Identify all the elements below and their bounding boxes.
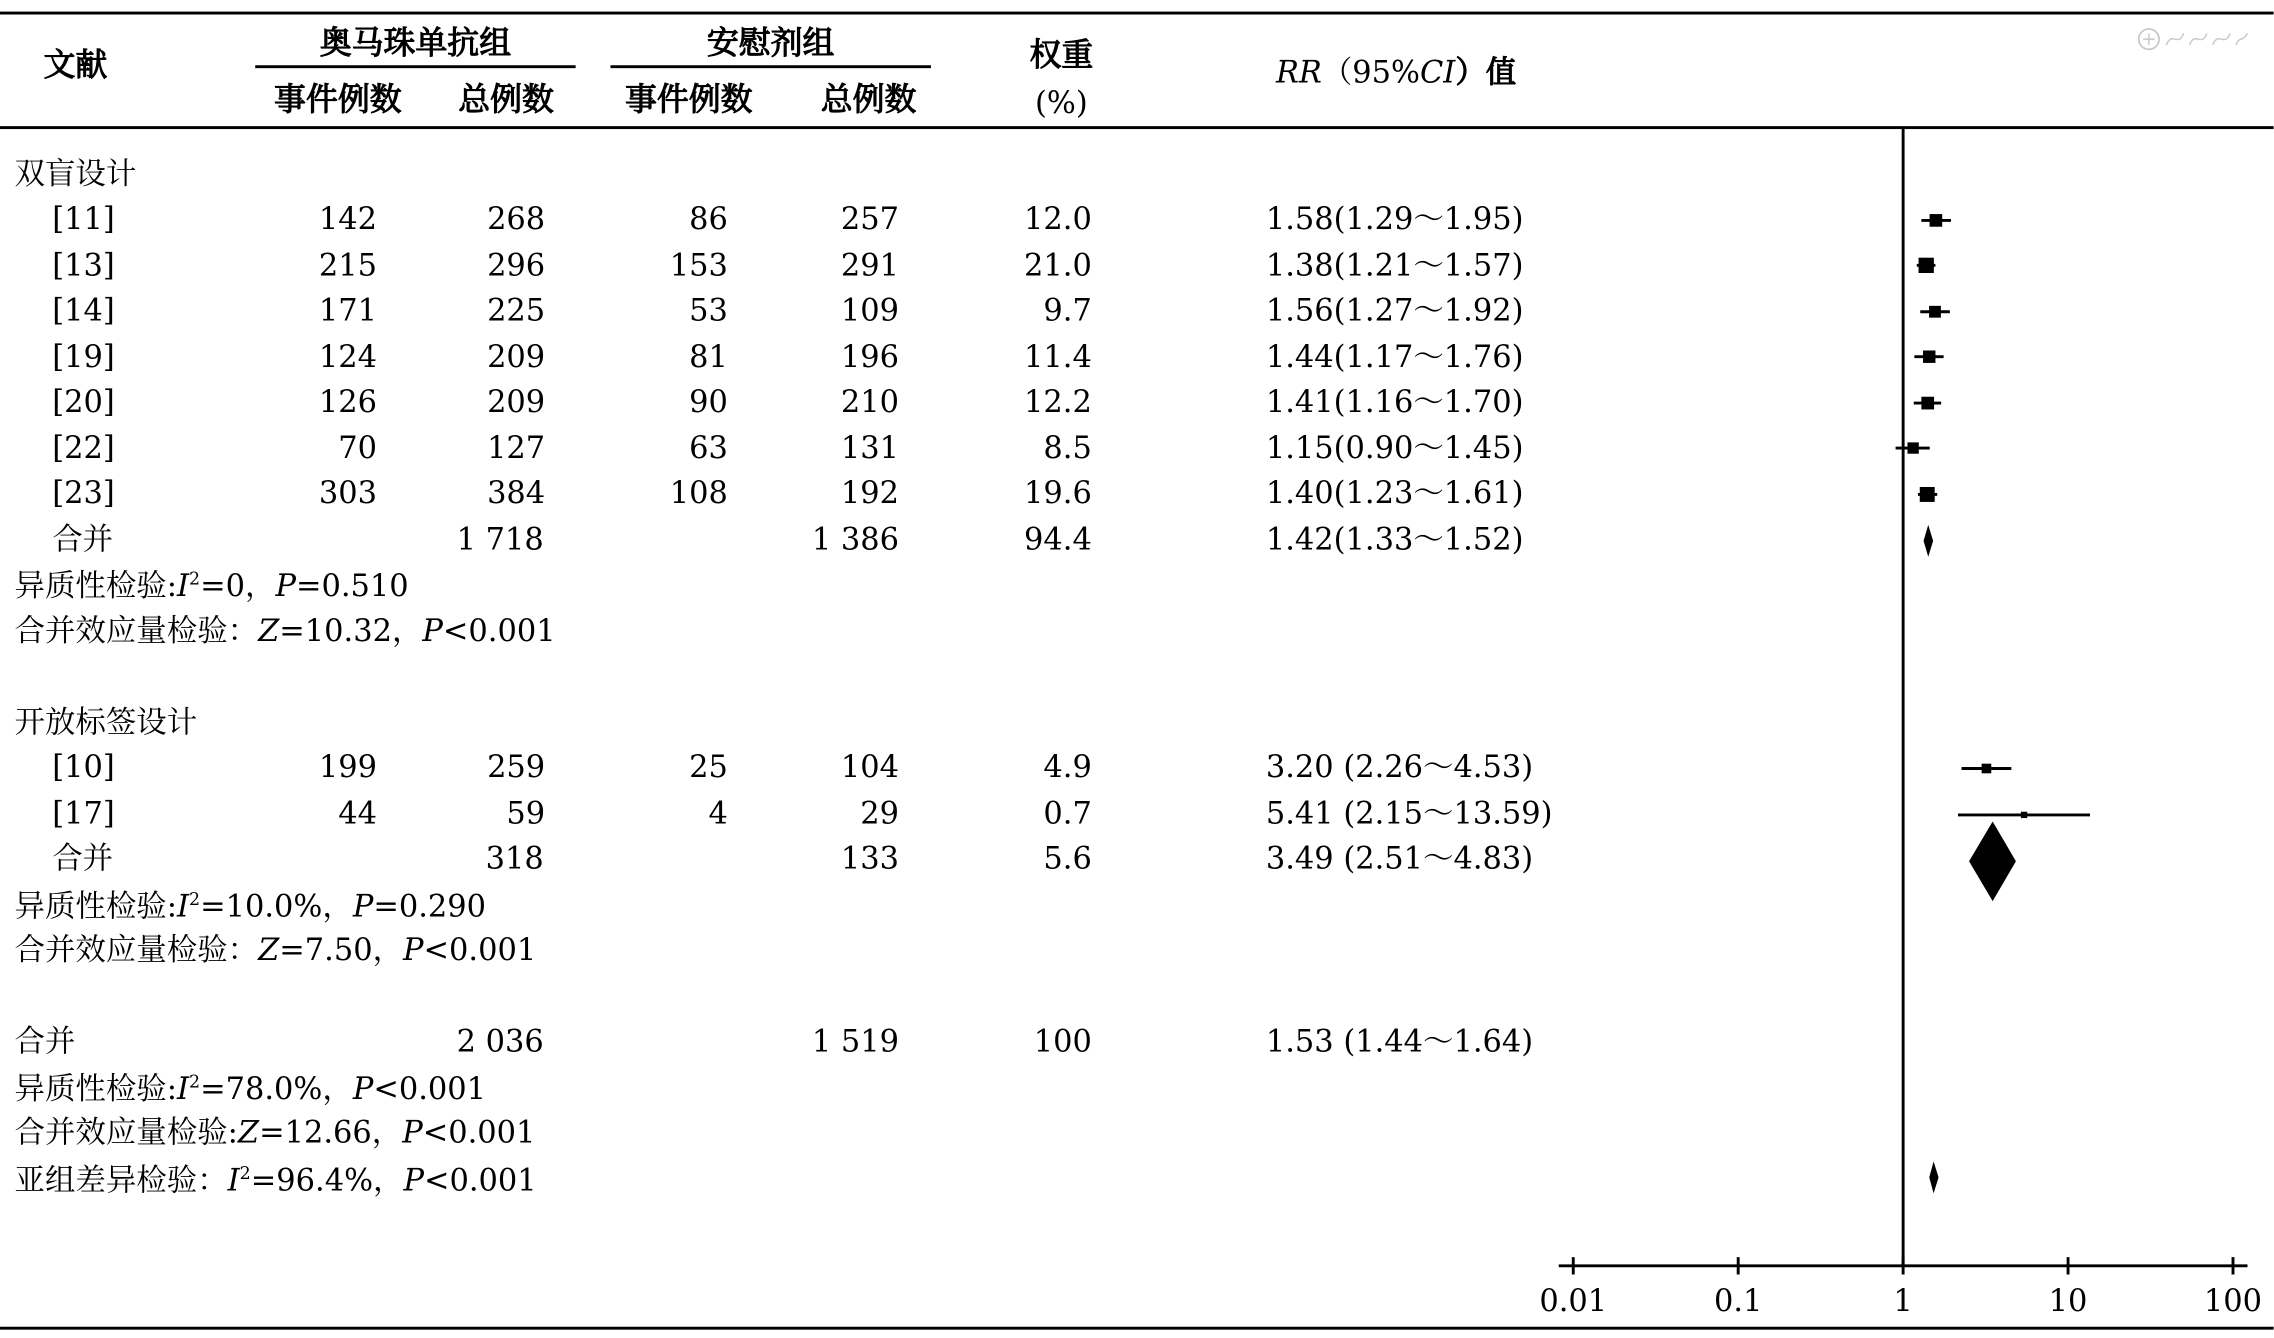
treat-total-header: 总例数 [458, 82, 554, 119]
ctrl-group-header: 安慰剂组 [706, 26, 835, 63]
study-point [1919, 258, 1934, 273]
cell-n2: 196 [840, 338, 899, 374]
rr-header-mid: （95% [1321, 55, 1421, 90]
cell-e2: 25 [689, 749, 728, 785]
eff-z: Z [258, 612, 280, 648]
sub-pval: <0.001 [423, 1162, 537, 1198]
cell-rr: 1.58(1.29～1.95) [1265, 201, 1524, 237]
study-ref: [20] [52, 384, 115, 420]
cell-e1: 199 [318, 749, 377, 785]
overall-eff-pval: <0.001 [422, 1115, 536, 1150]
cell-w: 4.9 [1043, 749, 1092, 785]
journal-logo-icon [2134, 25, 2250, 54]
het-rest: =0， [200, 568, 276, 604]
cell-n2: 210 [840, 384, 899, 420]
cell-e2: 86 [689, 201, 728, 237]
cell-e2: 53 [689, 292, 728, 328]
overall-het-pval: <0.001 [373, 1071, 487, 1107]
study-ref: [23] [52, 475, 115, 511]
forest-plot [1537, 128, 2274, 1326]
study-point [1921, 397, 1934, 410]
eff-label: 合并效应量检验： [14, 612, 259, 648]
cell-e2: 90 [689, 384, 728, 420]
treat-events-header: 事件例数 [274, 82, 402, 119]
cell-w: 8.5 [1043, 429, 1092, 465]
effect-test [14, 612, 556, 648]
eff-p: P [403, 932, 424, 968]
overall-het-label: 异质性检验: [14, 1071, 178, 1107]
eff-pval: <0.001 [423, 932, 537, 968]
cell-n2: 257 [840, 201, 899, 237]
overall-n1: 2 036 [456, 1023, 544, 1059]
col-study-header: 文献 [43, 47, 108, 85]
pooled-rr: 3.49 (2.51～4.83) [1265, 841, 1534, 876]
subgroup-difference-test: 亚组差异检验：$I^2=96.4\%$，P<0.001 [14, 1162, 537, 1198]
cell-e1: 215 [318, 247, 377, 283]
het-pval: =0.510 [295, 568, 409, 604]
eff-zval: =10.32， [279, 612, 423, 648]
ctrl-total-header: 总例数 [820, 82, 917, 119]
cell-n2: 192 [840, 475, 899, 511]
study-ref: [10] [52, 749, 115, 785]
study-point [1907, 442, 1918, 453]
overall-eff-zval: =12.66， [259, 1115, 403, 1150]
study-ref: [19] [52, 338, 115, 374]
sub-rest: =96.4%， [250, 1162, 404, 1198]
pooled-diamond [1969, 821, 2016, 901]
pooled-diamond [1929, 1161, 1938, 1193]
overall-eff-label: 合并效应量检验: [14, 1115, 238, 1150]
cell-w: 12.2 [1024, 384, 1092, 420]
rr-header-ci: CI [1420, 55, 1456, 90]
section-title-double-blind: 双盲设计 [14, 156, 137, 192]
cell-e2: 153 [669, 247, 728, 283]
cell-n2: 131 [840, 429, 899, 465]
overall-n2: 1 519 [811, 1023, 899, 1059]
overall-het-rest: =78.0%， [200, 1071, 353, 1107]
cell-n2: 109 [840, 292, 899, 328]
eff-p: P [422, 612, 443, 648]
cell-n1: 384 [487, 475, 546, 511]
eff-pval: <0.001 [442, 612, 556, 648]
pooled-w: 5.6 [1043, 841, 1092, 876]
cell-w: 19.6 [1024, 475, 1092, 511]
cell-n1: 127 [487, 429, 546, 465]
overall-het-i: I [177, 1071, 190, 1107]
cell-rr: 1.56(1.27～1.92) [1265, 292, 1524, 328]
pooled-label: 合并 [52, 521, 114, 557]
weight-header: 权重 [1029, 37, 1094, 74]
cell-e1: 303 [318, 475, 377, 511]
study-ref: [22] [52, 429, 115, 465]
pooled-n1: 318 [485, 841, 544, 876]
cell-n2: 291 [840, 247, 899, 283]
sub-i: I [227, 1162, 240, 1198]
x-tick-label: 1 [1893, 1283, 1913, 1319]
study-ref: [11] [52, 201, 115, 237]
treat-group-rule [255, 65, 575, 67]
x-tick-label: 0.01 [1539, 1283, 1608, 1319]
cell-w: 0.7 [1043, 795, 1092, 831]
cell-n1: 209 [487, 338, 546, 374]
rr-header-rr: RR [1276, 55, 1322, 90]
het-pval: =0.290 [373, 888, 487, 923]
bottom-rule [0, 1327, 2274, 1330]
study-ref: [17] [52, 795, 115, 831]
rr-header-end: ）值 [1455, 55, 1517, 90]
study-point [1982, 764, 1992, 774]
study-point [1930, 214, 1943, 227]
cell-e1: 70 [338, 429, 377, 465]
cell-rr: 1.15(0.90～1.45) [1265, 429, 1524, 465]
cell-n1: 268 [487, 201, 546, 237]
het-p: P [352, 888, 374, 923]
pooled-n2: 133 [840, 841, 899, 876]
cell-rr: 3.20 (2.26～4.53) [1265, 749, 1534, 785]
cell-n1: 225 [487, 292, 546, 328]
cell-w: 12.0 [1024, 201, 1092, 237]
top-rule [0, 12, 2274, 15]
overall-label: 合并 [14, 1023, 76, 1059]
het-p: P [275, 568, 296, 604]
overall-eff-z: Z [237, 1115, 260, 1150]
study-point [1929, 306, 1941, 318]
cell-rr: 1.38(1.21～1.57) [1265, 247, 1524, 283]
effect-test [14, 932, 537, 968]
weight-unit-header: (%) [1035, 85, 1088, 121]
heterogeneity-test: 异质性检验$:I^2=0$，P=0.510 [14, 568, 409, 604]
cell-rr: 1.41(1.16～1.70) [1265, 384, 1524, 420]
cell-n1: 296 [487, 247, 546, 283]
cell-w: 9.7 [1043, 292, 1092, 328]
eff-zval: =7.50， [279, 932, 404, 968]
study-ref: [13] [52, 247, 115, 283]
het-i: I [177, 888, 190, 923]
cell-e1: 126 [318, 384, 377, 420]
pooled-rr: 1.42(1.33～1.52) [1265, 521, 1524, 557]
cell-e1: 124 [318, 338, 377, 374]
study-point [2021, 812, 2027, 818]
study-point [1920, 487, 1935, 502]
cell-e1: 142 [318, 201, 377, 237]
cell-rr: 1.40(1.23～1.61) [1265, 475, 1524, 511]
cell-e2: 63 [689, 429, 728, 465]
study-ref: [14] [52, 292, 115, 328]
het-i: I [177, 568, 190, 604]
cell-e2: 81 [689, 338, 728, 374]
het-label: 异质性检验: [14, 888, 178, 923]
overall-het-p: P [352, 1071, 374, 1107]
cell-e1: 44 [338, 795, 377, 831]
cell-rr: 5.41 (2.15～13.59) [1265, 795, 1553, 831]
overall-heterogeneity: 异质性检验$:I^2=78.0\%$，P<0.001 [14, 1071, 487, 1107]
pooled-n2: 1 386 [811, 521, 899, 557]
cell-e1: 171 [318, 292, 377, 328]
treat-group-header: 奥马珠单抗组 [319, 26, 512, 63]
cell-rr: 1.44(1.17～1.76) [1265, 338, 1524, 374]
x-tick-label: 100 [2203, 1283, 2263, 1319]
rr-header [1276, 55, 1517, 90]
eff-label: 合并效应量检验： [14, 932, 259, 968]
cell-e2: 108 [669, 475, 728, 511]
eff-z: Z [258, 932, 280, 968]
heterogeneity-test: 异质性检验$:I^2=10.0\%$，P=0.290 [14, 888, 487, 923]
section-title-open-label: 开放标签设计 [14, 704, 198, 740]
overall-effect-test [14, 1115, 536, 1150]
sub-p: P [403, 1162, 424, 1198]
pooled-label: 合并 [52, 841, 114, 876]
overall-eff-p: P [402, 1115, 423, 1150]
x-tick-label: 0.1 [1713, 1283, 1763, 1319]
het-rest: =10.0%， [200, 888, 353, 923]
overall-rr: 1.53 (1.44～1.64) [1265, 1023, 1534, 1059]
ctrl-events-header: 事件例数 [624, 82, 753, 119]
x-tick-label: 10 [2048, 1283, 2088, 1319]
pooled-w: 94.4 [1024, 521, 1092, 557]
het-label: 异质性检验: [14, 568, 178, 604]
pooled-diamond [1924, 525, 1934, 557]
cell-e2: 4 [708, 795, 728, 831]
cell-n2: 29 [860, 795, 899, 831]
ctrl-group-rule [610, 65, 930, 67]
cell-n1: 59 [506, 795, 546, 831]
cell-w: 21.0 [1024, 247, 1092, 283]
cell-n2: 104 [840, 749, 899, 785]
study-point [1923, 350, 1935, 362]
pooled-n1: 1 718 [456, 521, 544, 557]
overall-weight: 100 [1033, 1023, 1092, 1059]
cell-w: 11.4 [1024, 338, 1092, 374]
cell-n1: 209 [487, 384, 546, 420]
cell-n1: 259 [487, 749, 546, 785]
sub-label: 亚组差异检验： [14, 1162, 228, 1198]
